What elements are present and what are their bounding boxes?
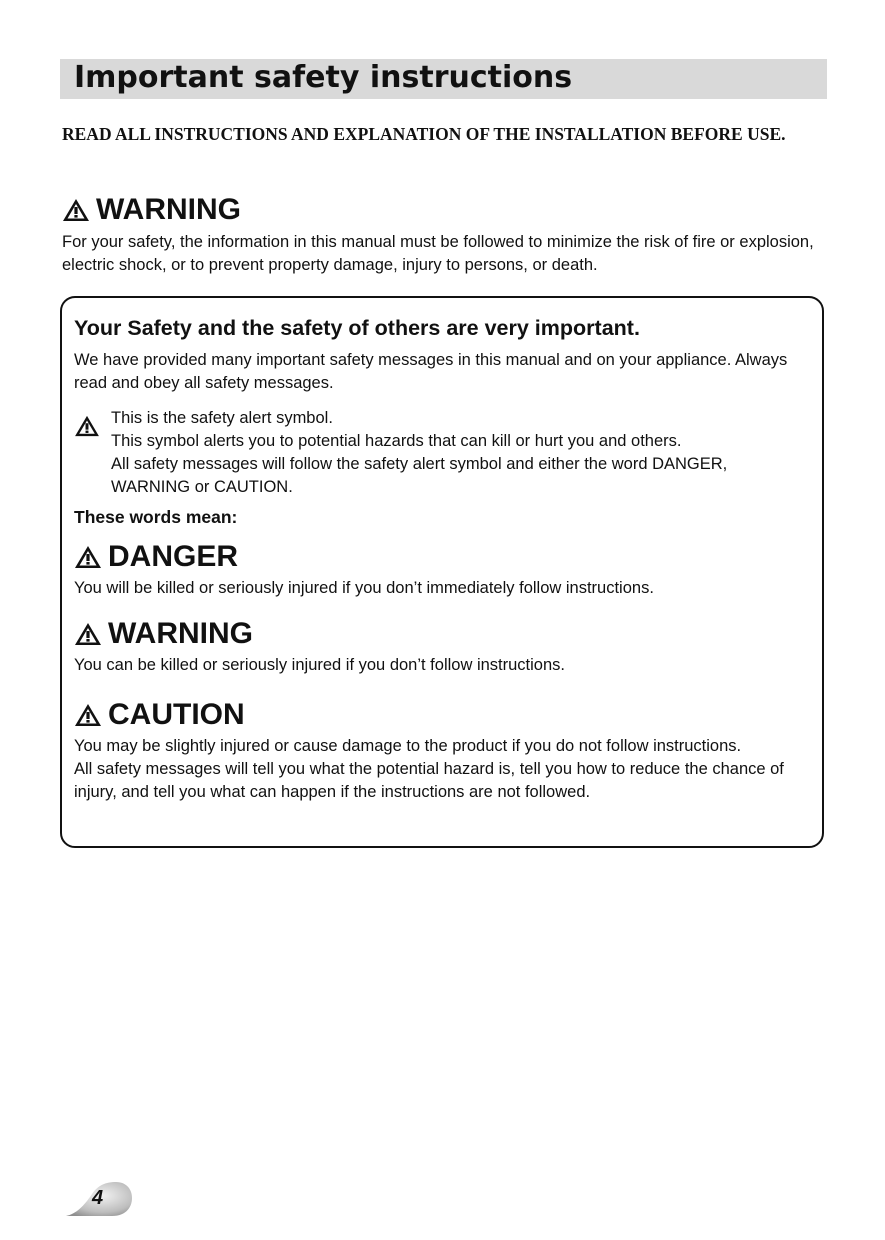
page-number: 4 <box>92 1187 104 1209</box>
warning-label: WARNING <box>108 617 253 650</box>
intro-instructions: READ ALL INSTRUCTIONS AND EXPLANATION OF THE INSTALLATION BEFORE USE. <box>62 124 786 144</box>
warning-text: You can be killed or seriously injured if you don’t follow instructions. <box>74 656 565 674</box>
safety-box-paragraph: We have provided many important safety messages in this manual and on your appliance. Always read and obey all safety messages. <box>74 351 788 392</box>
caution-label: CAUTION <box>108 698 245 731</box>
danger-section <box>74 541 819 600</box>
top-warning-heading <box>62 194 822 226</box>
safety-box-heading: Your Safety and the safety of others are very important. <box>74 316 640 340</box>
caution-section <box>74 699 819 758</box>
page-title: Important safety instructions <box>74 60 573 95</box>
top-warning-label: WARNING <box>96 193 241 226</box>
title-bar <box>60 59 827 99</box>
danger-label: DANGER <box>108 540 239 573</box>
safety-alert-row <box>74 407 819 499</box>
alert-line: This symbol alerts you to potential hazards that can kill or hurt you and others. <box>111 432 682 450</box>
danger-text: You will be killed or seriously injured if you don’t immediately follow instructions. <box>74 579 654 597</box>
alert-line: All safety messages will follow the safety alert symbol and either the word DANGER, <box>111 455 728 473</box>
warning-triangle-icon <box>74 622 102 646</box>
top-warning-text: For your safety, the information in this manual must be followed to minimize the risk of fire or explosion, electric shock, or to prevent property damage, injury to persons, or death. <box>62 233 814 274</box>
warning-triangle-icon <box>62 198 90 222</box>
top-warning <box>62 194 822 277</box>
words-mean-label: These words mean: <box>74 507 238 527</box>
caution-text: You may be slightly injured or cause damage to the product if you do not follow instructions. <box>74 737 742 755</box>
alert-line: This is the safety alert symbol. <box>111 409 333 427</box>
safety-box <box>60 296 824 848</box>
warning-section <box>74 618 819 677</box>
warning-triangle-icon <box>74 545 102 569</box>
closing-paragraph: All safety messages will tell you what the potential hazard is, tell you how to reduce the chance of injury, and tell you what can happen if the instructions are not followed. <box>74 760 784 801</box>
warning-triangle-icon <box>74 415 100 437</box>
alert-line: WARNING or CAUTION. <box>111 478 293 496</box>
warning-triangle-icon <box>74 703 102 727</box>
